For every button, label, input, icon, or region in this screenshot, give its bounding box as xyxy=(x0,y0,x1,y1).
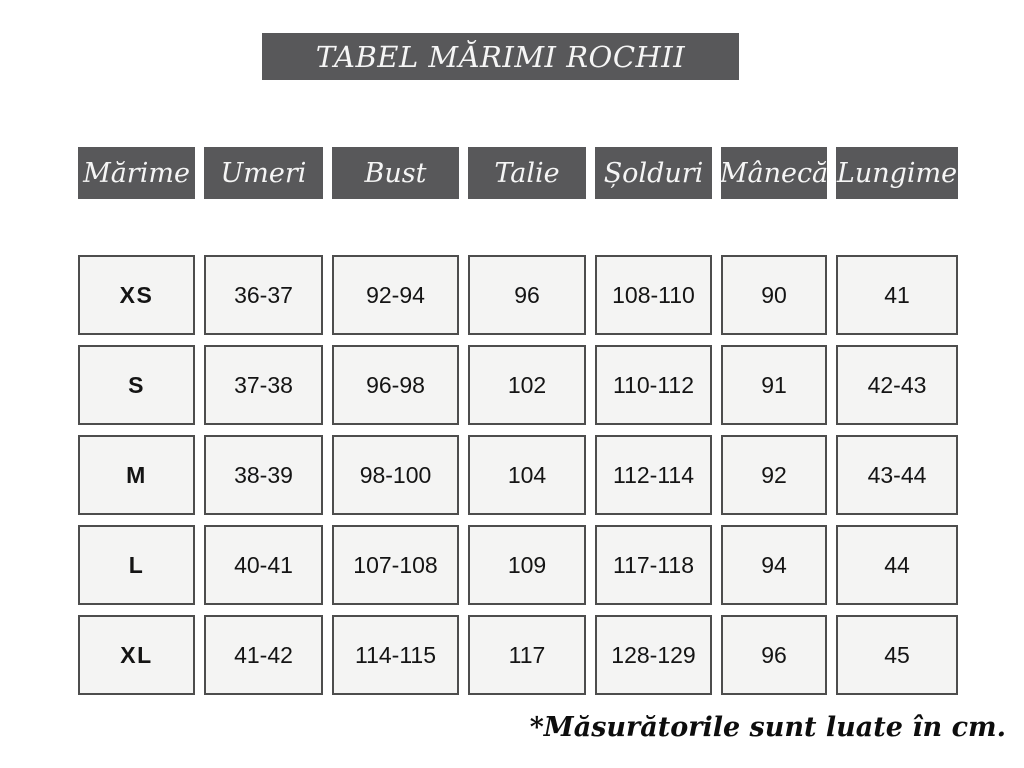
table-cell: 114-115 xyxy=(332,615,459,695)
table-cell: 110-112 xyxy=(595,345,712,425)
size-cell-xl: XL xyxy=(78,615,195,695)
table-cell: 108-110 xyxy=(595,255,712,335)
table-cell: 117 xyxy=(468,615,586,695)
table-cell: 41 xyxy=(836,255,958,335)
table-cell: 92-94 xyxy=(332,255,459,335)
column-header-maneca: Mânecă xyxy=(721,147,827,199)
table-cell: 90 xyxy=(721,255,827,335)
size-cell-l: L xyxy=(78,525,195,605)
column-header-bust: Bust xyxy=(332,147,459,199)
table-cell: 36-37 xyxy=(204,255,323,335)
table-cell: 104 xyxy=(468,435,586,515)
table-cell: 94 xyxy=(721,525,827,605)
table-cell: 45 xyxy=(836,615,958,695)
table-cell: 92 xyxy=(721,435,827,515)
table-cell: 102 xyxy=(468,345,586,425)
column-header-marime: Mărime xyxy=(78,147,195,199)
table-cell: 112-114 xyxy=(595,435,712,515)
table-cell: 96 xyxy=(468,255,586,335)
size-cell-s: S xyxy=(78,345,195,425)
table-cell: 96 xyxy=(721,615,827,695)
table-cell: 41-42 xyxy=(204,615,323,695)
table-cell: 43-44 xyxy=(836,435,958,515)
column-header-talie: Talie xyxy=(468,147,586,199)
measurement-units-footnote: *Măsurătorile sunt luate în cm. xyxy=(529,712,1006,743)
table-cell: 37-38 xyxy=(204,345,323,425)
size-cell-m: M xyxy=(78,435,195,515)
table-cell: 42-43 xyxy=(836,345,958,425)
table-cell: 38-39 xyxy=(204,435,323,515)
chart-title-banner xyxy=(262,33,739,80)
chart-title-text: TABEL MĂRIMI ROCHII xyxy=(315,39,686,74)
table-cell: 109 xyxy=(468,525,586,605)
size-cell-xs: XS xyxy=(78,255,195,335)
table-cell: 96-98 xyxy=(332,345,459,425)
table-header-row xyxy=(78,147,958,199)
table-cell: 117-118 xyxy=(595,525,712,605)
table-cell: 107-108 xyxy=(332,525,459,605)
column-header-solduri: Șolduri xyxy=(595,147,712,199)
table-body xyxy=(78,255,958,695)
column-header-umeri: Umeri xyxy=(204,147,323,199)
column-header-lungime: Lungime xyxy=(836,147,958,199)
table-cell: 128-129 xyxy=(595,615,712,695)
table-cell: 40-41 xyxy=(204,525,323,605)
table-cell: 44 xyxy=(836,525,958,605)
table-cell: 91 xyxy=(721,345,827,425)
table-cell: 98-100 xyxy=(332,435,459,515)
